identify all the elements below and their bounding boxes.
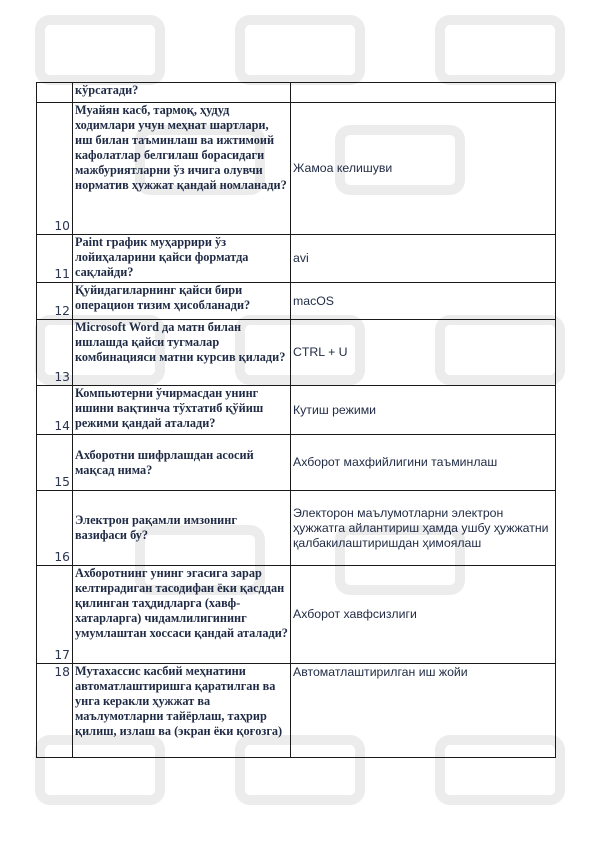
table-row: [37, 320, 556, 386]
table-row: [37, 235, 556, 283]
question-cell: Paint график муҳаррири ўз лойиҳаларини қайси форматда сақлайди?: [73, 235, 291, 283]
row-number: 11: [37, 235, 73, 283]
table-row: [37, 386, 556, 435]
question-cell: Ахборотнинг унинг эгасига зарар келтирадиган тасодифан ёки қасддан қилинган таҳдидларга (хавф-хатарларга) чидамлилигининг умумлаштан хоссаси қандай аталади?: [73, 566, 291, 664]
answer-cell: Жамоа келишуви: [291, 103, 556, 235]
row-number: 16: [37, 491, 73, 566]
question-cell: Мутахассис касбий меҳнатини автоматлаштиришга қаратилган ва унга керакли ҳужжат ва маълумотларни тайёрлаш, таҳрир қилиш, излаш ва (экран ёки қоғозга): [73, 664, 291, 758]
question-cell: кўрсатади?: [73, 83, 291, 103]
question-cell: Қуйидагиларнинг қайси бири операцион тизим ҳисобланади?: [73, 283, 291, 320]
answer-cell: Ахборот хавфсизлиги: [291, 566, 556, 664]
question-cell: Microsoft Word да матн билан ишлашда қайси тугмалар комбинацияси матни курсив қилади?: [73, 320, 291, 386]
answer-cell: Электорон маълумотларни электрон ҳужжатга айлантириш ҳамда ушбу ҳужжатни қалбакилаштиришдан ҳимоялаш: [291, 491, 556, 566]
table-row: [37, 283, 556, 320]
row-number: 17: [37, 566, 73, 664]
row-number: 10: [37, 103, 73, 235]
table-row: [37, 664, 556, 758]
question-answer-table: [36, 82, 556, 758]
answer-cell: [291, 83, 556, 103]
row-number: [37, 83, 73, 103]
answer-cell: Кутиш режими: [291, 386, 556, 435]
answer-cell: Автоматлаштирилган иш жойи: [291, 664, 556, 758]
table-row: [37, 435, 556, 491]
table-row: [37, 83, 556, 103]
row-number: 18: [37, 664, 73, 758]
answer-cell: CTRL + U: [291, 320, 556, 386]
table-row: [37, 491, 556, 566]
answer-cell: avi: [291, 235, 556, 283]
answer-cell: macOS: [291, 283, 556, 320]
row-number: 12: [37, 283, 73, 320]
row-number: 14: [37, 386, 73, 435]
table-row: [37, 566, 556, 664]
row-number: 13: [37, 320, 73, 386]
answer-cell: Ахборот махфийлигини таъминлаш: [291, 435, 556, 491]
question-cell: Компьютерни ўчирмасдан унинг ишини вақтинча тўхтатиб қўйиш режими қандай аталади?: [73, 386, 291, 435]
row-number: 15: [37, 435, 73, 491]
question-cell: Ахборотни шифрлашдан асосий мақсад нима?: [73, 435, 291, 491]
question-cell: Муайян касб, тармоқ, ҳудуд ходимлари учун меҳнат шартлари, иш билан таъминлаш ва ижтимоий кафолатлар белгилаш борасидаги мажбуриятларни ўз ичига олувчи норматив ҳужжат қандай номланади?: [73, 103, 291, 235]
question-cell: Электрон рақамли имзонинг вазифаси бу?: [73, 491, 291, 566]
table-row: [37, 103, 556, 235]
